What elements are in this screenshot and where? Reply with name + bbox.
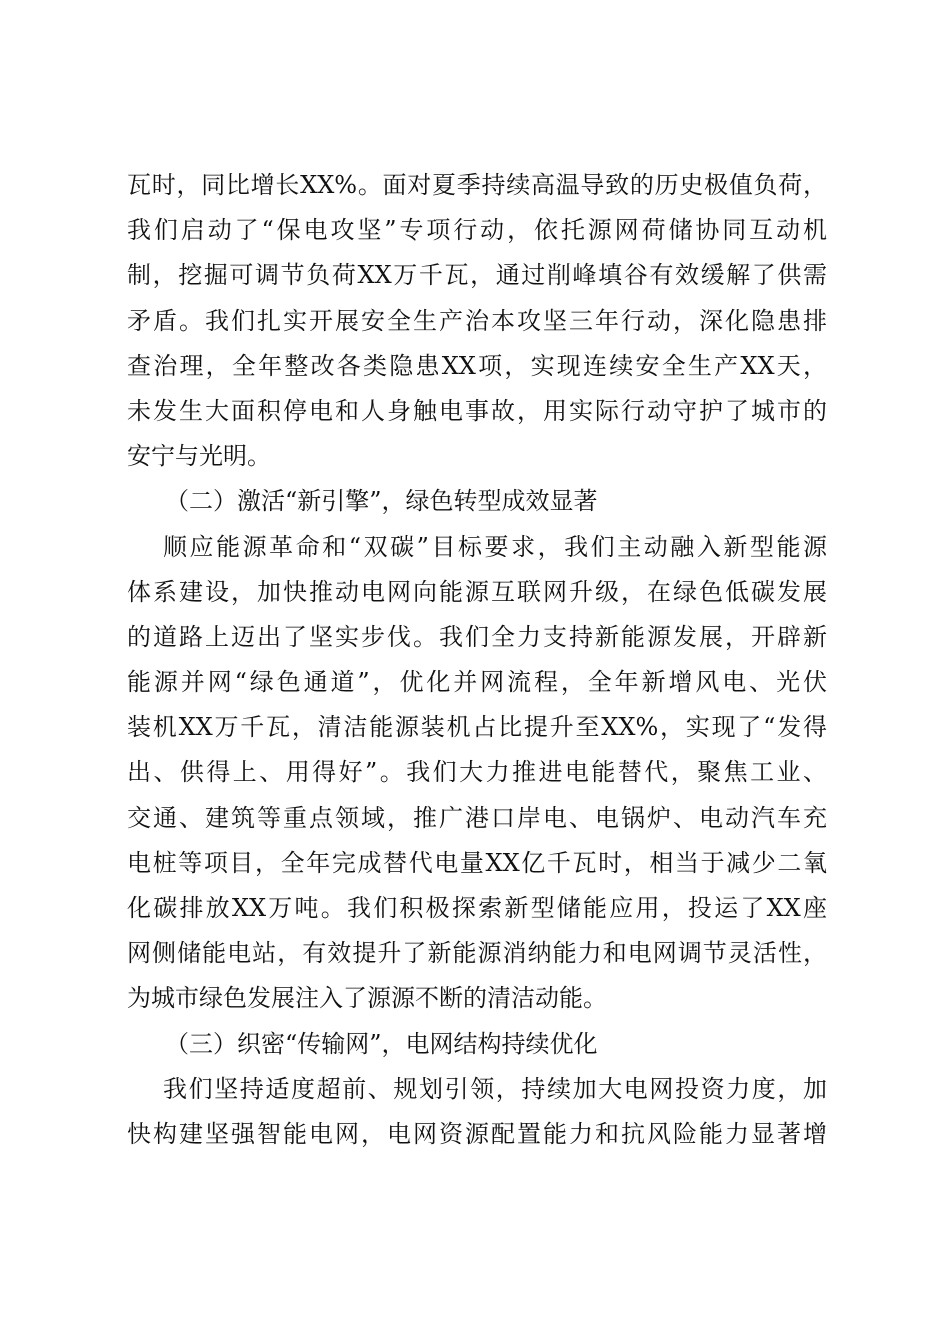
- text-line: 我们坚持适度超前、规划引领，持续加大电网投资力度，加: [163, 1074, 827, 1103]
- text-line: 快构建坚强智能电网，电网资源配置能力和抗风险能力显著增: [127, 1119, 827, 1148]
- text-line: 装机XX万千瓦，清洁能源装机占比提升至XX%，实现了“发得: [127, 713, 827, 742]
- paragraph-green-transition: [127, 525, 827, 1022]
- text-line: 化碳排放XX万吨。我们积极探索新型储能应用，投运了XX座: [127, 894, 827, 922]
- text-line: 瓦时，同比增长XX%。面对夏季持续高温导致的历史极值负荷，: [127, 171, 827, 199]
- text-line: 顺应能源革命和“双碳”目标要求，我们主动融入新型能源: [163, 532, 827, 561]
- text-line: 体系建设，加快推动电网向能源互联网升级，在绿色低碳发展: [127, 577, 827, 606]
- section-heading-green-transition: （二）激活“新引擎”，绿色转型成效显著: [165, 487, 598, 516]
- text-line: 网侧储能电站，有效提升了新能源消纳能力和电网调节灵活性，: [127, 939, 827, 968]
- text-line: 我们启动了“保电攻坚”专项行动，依托源网荷储协同互动机: [127, 216, 827, 245]
- text-line: 未发生大面积停电和人身触电事故，用实际行动守护了城市的: [127, 396, 827, 425]
- text-line: 安宁与光明。: [127, 442, 271, 471]
- text-line: 查治理，全年整改各类隐患XX项，实现连续安全生产XX天，: [127, 351, 827, 380]
- section-heading-grid-structure: （三）织密“传输网”，电网结构持续优化: [165, 1029, 598, 1058]
- text-line: 制，挖掘可调节负荷XX万千瓦，通过削峰填谷有效缓解了供需: [127, 261, 827, 290]
- document-body: [127, 163, 827, 1157]
- text-line: 出、供得上、用得好”。我们大力推进电能替代，聚焦工业、: [127, 758, 827, 787]
- paragraph-grid-structure: [127, 1067, 827, 1157]
- text-line: 的道路上迈出了坚实步伐。我们全力支持新能源发展，开辟新: [127, 622, 827, 651]
- paragraph-safety: [127, 163, 827, 479]
- text-line: 为城市绿色发展注入了源源不断的清洁动能。: [127, 984, 607, 1013]
- text-line: 交通、建筑等重点领域，推广港口岸电、电锅炉、电动汽车充: [127, 803, 827, 832]
- text-line: 电桩等项目，全年完成替代电量XX亿千瓦时，相当于减少二氧: [127, 848, 827, 877]
- text-line: 矛盾。我们扎实开展安全生产治本攻坚三年行动，深化隐患排: [127, 306, 827, 335]
- text-line: 能源并网“绿色通道”，优化并网流程，全年新增风电、光伏: [127, 668, 827, 697]
